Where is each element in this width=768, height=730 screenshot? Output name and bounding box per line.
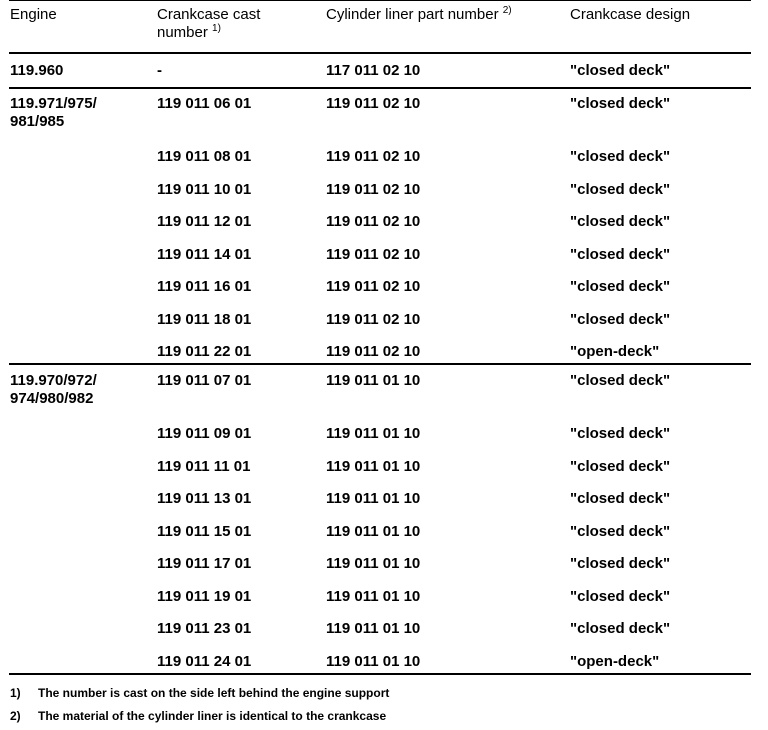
cylinder-liner-part-number-cell: 119 011 02 10	[326, 95, 421, 112]
crankcase-cast-number-cell: 119 011 13 01	[157, 490, 252, 507]
header-cast-footnote-mark: 1)	[212, 23, 221, 34]
crankcase-cast-number-cell: 119 011 15 01	[157, 523, 252, 540]
cylinder-liner-part-number-cell: 119 011 02 10	[326, 148, 421, 165]
header-bottom-rule	[9, 52, 751, 54]
footnote-2-text: The material of the cylinder liner is identical to the crankcase	[38, 709, 387, 723]
crankcase-design-cell: "closed deck"	[570, 620, 671, 637]
footnote-2	[10, 709, 386, 723]
cylinder-liner-part-number-cell: 117 011 02 10	[326, 62, 421, 79]
cylinder-liner-part-number-cell: 119 011 01 10	[326, 555, 421, 572]
header-liner-footnote-mark: 2)	[502, 5, 512, 16]
footnote-1-mark: 1)	[10, 686, 21, 700]
crankcase-design-cell: "closed deck"	[570, 246, 671, 263]
crankcase-design-cell: "closed deck"	[570, 372, 671, 389]
crankcase-cast-number-cell: 119 011 18 01	[157, 311, 252, 328]
footnote-1	[10, 686, 389, 700]
crankcase-design-cell: "closed deck"	[570, 425, 671, 442]
engine-line: 974/980/982	[10, 390, 94, 407]
crankcase-design-cell: "open-deck"	[570, 343, 660, 360]
crankcase-cast-number-cell: 119 011 11 01	[157, 458, 251, 475]
crankcase-cast-number-cell: 119 011 12 01	[157, 213, 252, 230]
crankcase-cast-number-cell: 119 011 07 01	[157, 372, 252, 389]
cylinder-liner-part-number-cell: 119 011 02 10	[326, 311, 421, 328]
crankcase-design-cell: "closed deck"	[570, 311, 671, 328]
cylinder-liner-part-number-cell: 119 011 01 10	[326, 523, 421, 540]
engine-line: 119.960	[10, 62, 64, 79]
cylinder-liner-part-number-cell: 119 011 02 10	[326, 213, 421, 230]
crankcase-design-cell: "closed deck"	[570, 95, 671, 112]
engine-cell	[10, 95, 97, 131]
crankcase-design-cell: "closed deck"	[570, 523, 671, 540]
crankcase-cast-number-cell: 119 011 24 01	[157, 653, 252, 670]
crankcase-cast-number-cell: 119 011 06 01	[157, 95, 252, 112]
crankcase-design-cell: "closed deck"	[570, 588, 671, 605]
cylinder-liner-part-number-cell: 119 011 01 10	[326, 653, 421, 670]
cylinder-liner-part-number-cell: 119 011 01 10	[326, 372, 421, 389]
crankcase-design-cell: "closed deck"	[570, 278, 671, 295]
engine-line: 119.971/975/	[10, 95, 97, 112]
crankcase-cast-number-cell: 119 011 19 01	[157, 588, 252, 605]
crankcase-cast-number-cell: 119 011 22 01	[157, 343, 252, 360]
table-top-rule	[9, 0, 751, 1]
crankcase-cast-number-cell: 119 011 17 01	[157, 555, 252, 572]
crankcase-design-cell: "closed deck"	[570, 458, 671, 475]
engine-cell	[10, 62, 63, 80]
header-cast-line1: Crankcase cast	[157, 6, 261, 23]
crankcase-design-cell: "closed deck"	[570, 555, 671, 572]
group-separator-rule	[9, 87, 751, 89]
crankcase-cast-number-cell: 119 011 14 01	[157, 246, 252, 263]
crankcase-cast-number-cell: 119 011 16 01	[157, 278, 252, 295]
cylinder-liner-part-number-cell: 119 011 02 10	[326, 278, 421, 295]
crankcase-design-cell: "closed deck"	[570, 490, 671, 507]
engine-line: 119.970/972/	[10, 372, 97, 389]
header-crankcase-design: Crankcase design	[570, 6, 691, 23]
header-cast-line2: number	[157, 24, 208, 41]
cylinder-liner-part-number-cell: 119 011 02 10	[326, 343, 421, 360]
cylinder-liner-part-number-cell: 119 011 01 10	[326, 425, 421, 442]
table-bottom-rule	[9, 673, 751, 675]
header-crankcase-cast	[157, 6, 260, 42]
cylinder-liner-part-number-cell: 119 011 01 10	[326, 620, 421, 637]
crankcase-design-cell: "open-deck"	[570, 653, 660, 670]
header-liner-text: Cylinder liner part number	[326, 6, 499, 23]
header-engine: Engine	[10, 6, 57, 23]
header-cylinder-liner	[326, 6, 512, 24]
cylinder-liner-part-number-cell: 119 011 02 10	[326, 246, 421, 263]
cylinder-liner-part-number-cell: 119 011 01 10	[326, 588, 421, 605]
cylinder-liner-part-number-cell: 119 011 01 10	[326, 458, 421, 475]
crankcase-cast-number-cell: 119 011 10 01	[157, 181, 252, 198]
crankcase-cast-number-cell: 119 011 23 01	[157, 620, 252, 637]
crankcase-cast-number-cell: 119 011 09 01	[157, 425, 252, 442]
engine-cell	[10, 372, 97, 408]
footnote-2-mark: 2)	[10, 709, 21, 723]
group-separator-rule	[9, 363, 751, 365]
crankcase-design-cell: "closed deck"	[570, 181, 671, 198]
crankcase-design-cell: "closed deck"	[570, 62, 671, 79]
crankcase-design-cell: "closed deck"	[570, 213, 671, 230]
crankcase-cast-number-cell: 119 011 08 01	[157, 148, 252, 165]
footnote-1-text: The number is cast on the side left behind the engine support	[38, 686, 390, 700]
cylinder-liner-part-number-cell: 119 011 02 10	[326, 181, 421, 198]
crankcase-design-cell: "closed deck"	[570, 148, 671, 165]
cylinder-liner-part-number-cell: 119 011 01 10	[326, 490, 421, 507]
crankcase-cast-number-cell: -	[157, 62, 162, 79]
engine-line: 981/985	[10, 113, 65, 130]
